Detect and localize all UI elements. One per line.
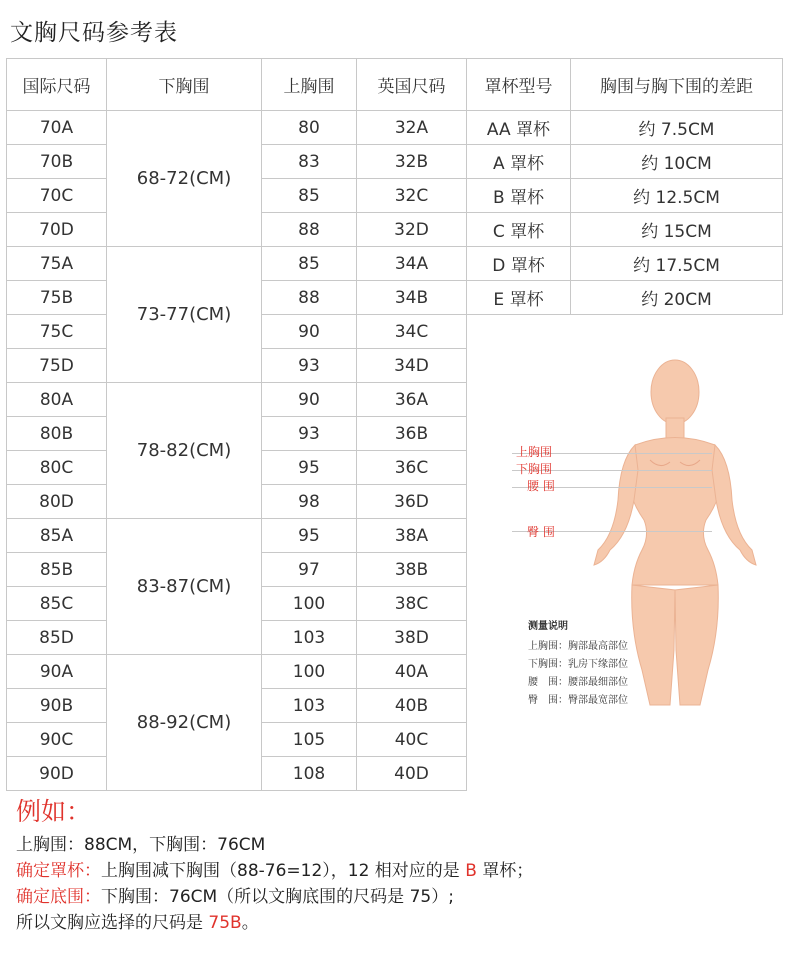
cup-label: 确定罩杯： xyxy=(16,861,101,881)
notes-title: 测量说明 xyxy=(528,621,568,632)
difference-cell: 约 15CM xyxy=(571,213,783,247)
uk-size-cell: 38C xyxy=(357,587,467,621)
upper-bust-cell: 85 xyxy=(262,247,357,281)
label-hip: 臀 围 xyxy=(527,525,555,539)
upper-bust-cell: 90 xyxy=(262,383,357,417)
header-uk-size: 英国尺码 xyxy=(357,59,467,111)
cup-type-cell: D 罩杯 xyxy=(467,247,571,281)
cup-type-cell: A 罩杯 xyxy=(467,145,571,179)
intl-size-cell: 80C xyxy=(7,451,107,485)
note-hip: 臀 围：臀部最宽部位 xyxy=(528,695,628,706)
empty-cell xyxy=(467,757,571,791)
upper-bust-cell: 85 xyxy=(262,179,357,213)
header-underbust: 下胸围 xyxy=(107,59,262,111)
uk-size-cell: 32B xyxy=(357,145,467,179)
uk-size-cell: 32D xyxy=(357,213,467,247)
intl-size-cell: 75D xyxy=(7,349,107,383)
uk-size-cell: 34A xyxy=(357,247,467,281)
table-row xyxy=(7,111,783,145)
difference-cell: 约 7.5CM xyxy=(571,111,783,145)
note-waist: 腰 围：腰部最细部位 xyxy=(528,677,628,688)
upper-bust-cell: 88 xyxy=(262,213,357,247)
upper-bust-cell: 80 xyxy=(262,111,357,145)
difference-cell: 约 12.5CM xyxy=(571,179,783,213)
underbust-cell: 78-82(CM) xyxy=(107,383,262,519)
uk-size-cell: 40C xyxy=(357,723,467,757)
result-highlight: 75B xyxy=(208,913,242,933)
table-header-row xyxy=(7,59,783,111)
uk-size-cell: 40B xyxy=(357,689,467,723)
intl-size-cell: 70B xyxy=(7,145,107,179)
uk-size-cell: 38D xyxy=(357,621,467,655)
intl-size-cell: 80D xyxy=(7,485,107,519)
upper-bust-cell: 100 xyxy=(262,587,357,621)
underbust-cell: 73-77(CM) xyxy=(107,247,262,383)
upper-bust-cell: 95 xyxy=(262,451,357,485)
underbust-cell: 68-72(CM) xyxy=(107,111,262,247)
uk-size-cell: 38A xyxy=(357,519,467,553)
uk-size-cell: 38B xyxy=(357,553,467,587)
upper-bust-cell: 90 xyxy=(262,315,357,349)
difference-cell: 约 10CM xyxy=(571,145,783,179)
intl-size-cell: 70A xyxy=(7,111,107,145)
upper-bust-cell: 93 xyxy=(262,349,357,383)
empty-cell xyxy=(467,315,571,349)
uk-size-cell: 32C xyxy=(357,179,467,213)
upper-bust-cell: 98 xyxy=(262,485,357,519)
uk-size-cell: 36A xyxy=(357,383,467,417)
header-cup-type: 罩杯型号 xyxy=(467,59,571,111)
difference-cell: 约 20CM xyxy=(571,281,783,315)
uk-size-cell: 40A xyxy=(357,655,467,689)
intl-size-cell: 85B xyxy=(7,553,107,587)
intl-size-cell: 90B xyxy=(7,689,107,723)
note-upper-bust: 上胸围：胸部最高部位 xyxy=(528,641,628,652)
upper-bust-cell: 83 xyxy=(262,145,357,179)
difference-cell: 约 17.5CM xyxy=(571,247,783,281)
intl-size-cell: 90C xyxy=(7,723,107,757)
cup-text: 上胸围减下胸围（88-76=12），12 相对应的是 xyxy=(101,861,466,881)
example-line-1: 上胸围：88CM，下胸围：76CM xyxy=(16,835,266,855)
label-under-bust: 下胸围 xyxy=(516,462,553,476)
uk-size-cell: 36D xyxy=(357,485,467,519)
intl-size-cell: 85A xyxy=(7,519,107,553)
note-under-bust: 下胸围：乳房下缘部位 xyxy=(528,659,628,670)
uk-size-cell: 36B xyxy=(357,417,467,451)
empty-cell xyxy=(571,757,783,791)
example-line-3 xyxy=(16,882,454,907)
example-line-4 xyxy=(16,908,259,933)
uk-size-cell: 40D xyxy=(357,757,467,791)
intl-size-cell: 90A xyxy=(7,655,107,689)
upper-bust-cell: 108 xyxy=(262,757,357,791)
header-difference: 胸围与胸下围的差距 xyxy=(571,59,783,111)
upper-bust-cell: 88 xyxy=(262,281,357,315)
example-line-2 xyxy=(16,856,533,881)
underbust-cell: 83-87(CM) xyxy=(107,519,262,655)
cup-type-cell: C 罩杯 xyxy=(467,213,571,247)
intl-size-cell: 70C xyxy=(7,179,107,213)
result-text-end: 。 xyxy=(241,913,259,933)
upper-bust-cell: 95 xyxy=(262,519,357,553)
cup-type-cell: B 罩杯 xyxy=(467,179,571,213)
intl-size-cell: 90D xyxy=(7,757,107,791)
uk-size-cell: 34C xyxy=(357,315,467,349)
band-label: 确定底围： xyxy=(16,887,101,907)
upper-bust-cell: 97 xyxy=(262,553,357,587)
uk-size-cell: 34B xyxy=(357,281,467,315)
upper-bust-cell: 103 xyxy=(262,689,357,723)
intl-size-cell: 80B xyxy=(7,417,107,451)
uk-size-cell: 36C xyxy=(357,451,467,485)
upper-bust-cell: 103 xyxy=(262,621,357,655)
empty-cell xyxy=(571,315,783,349)
intl-size-cell: 80A xyxy=(7,383,107,417)
uk-size-cell: 34D xyxy=(357,349,467,383)
uk-size-cell: 32A xyxy=(357,111,467,145)
cup-highlight: B xyxy=(465,861,477,881)
header-intl-size: 国际尺码 xyxy=(7,59,107,111)
intl-size-cell: 85C xyxy=(7,587,107,621)
cup-type-cell: AA 罩杯 xyxy=(467,111,571,145)
intl-size-cell: 75B xyxy=(7,281,107,315)
upper-bust-cell: 93 xyxy=(262,417,357,451)
upper-bust-cell: 100 xyxy=(262,655,357,689)
band-text: 下胸围：76CM（所以文胸底围的尺码是 75）; xyxy=(101,887,454,907)
intl-size-cell: 75C xyxy=(7,315,107,349)
intl-size-cell: 75A xyxy=(7,247,107,281)
cup-text-end: 罩杯； xyxy=(476,861,534,881)
label-waist: 腰 围 xyxy=(527,479,555,493)
table-row xyxy=(7,247,783,281)
intl-size-cell: 85D xyxy=(7,621,107,655)
result-text: 所以文胸应选择的尺码是 xyxy=(16,913,209,933)
label-upper-bust: 上胸围 xyxy=(516,445,553,459)
example-heading: 例如： xyxy=(16,797,92,826)
intl-size-cell: 70D xyxy=(7,213,107,247)
page-title: 文胸尺码参考表 xyxy=(10,20,178,46)
upper-bust-cell: 105 xyxy=(262,723,357,757)
header-upper-bust: 上胸围 xyxy=(262,59,357,111)
cup-type-cell: E 罩杯 xyxy=(467,281,571,315)
underbust-cell: 88-92(CM) xyxy=(107,655,262,791)
